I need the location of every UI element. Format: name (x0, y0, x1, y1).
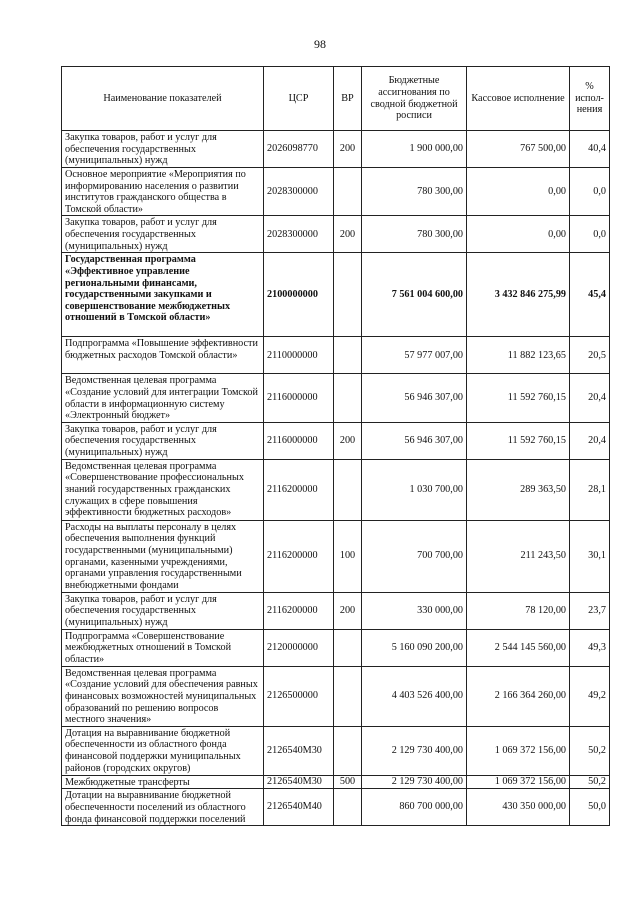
table-row (62, 629, 610, 666)
table-row (62, 337, 610, 374)
row-execution-cell: 0,00 (467, 216, 570, 253)
header-csr: ЦСР (264, 67, 334, 131)
row-name-cell: Закупка товаров, работ и услуг для обеспечения государственных (муниципальных) нужд (62, 131, 264, 168)
row-execution-cell: 3 432 846 275,99 (467, 253, 570, 337)
table-row (62, 131, 610, 168)
row-percent-cell: 50,0 (570, 789, 610, 826)
header-percent: % испол-нения (570, 67, 610, 131)
row-percent-cell: 45,4 (570, 253, 610, 337)
row-vr-cell: 500 (334, 775, 362, 789)
row-execution-cell: 11 592 760,15 (467, 422, 570, 459)
row-allocation-cell: 860 700 000,00 (362, 789, 467, 826)
row-execution-cell: 2 166 364 260,00 (467, 666, 570, 726)
row-name-cell: Межбюджетные трансферты (62, 775, 264, 789)
row-name-cell: Расходы на выплаты персоналу в целях обеспечения выполнения функций государственными (муниципальными) органами, казенными учреждениями, органами управления государственными внебюджетными фондами (62, 520, 264, 592)
row-csr-cell: 2026098770 (264, 131, 334, 168)
row-name-cell: Ведомственная целевая программа «Создание условий для интеграции Томской области в информационную систему «Электронный бюджет» (62, 374, 264, 422)
table-row (62, 168, 610, 216)
row-percent-cell: 23,7 (570, 592, 610, 629)
row-allocation-cell: 7 561 004 600,00 (362, 253, 467, 337)
row-percent-cell: 28,1 (570, 459, 610, 520)
table-row (62, 216, 610, 253)
row-vr-cell: 200 (334, 422, 362, 459)
row-csr-cell: 2110000000 (264, 337, 334, 374)
table-row (62, 520, 610, 592)
row-vr-cell (334, 459, 362, 520)
row-allocation-cell: 5 160 090 200,00 (362, 629, 467, 666)
row-percent-cell: 50,2 (570, 726, 610, 775)
row-name-cell: Закупка товаров, работ и услуг для обеспечения государственных (муниципальных) нужд (62, 216, 264, 253)
row-percent-cell: 0,0 (570, 216, 610, 253)
row-execution-cell: 11 592 760,15 (467, 374, 570, 422)
row-vr-cell (334, 253, 362, 337)
row-name-cell: Основное мероприятие «Мероприятия по информированию населения о развитии институтов гражданского общества в Томской области» (62, 168, 264, 216)
row-execution-cell: 2 544 145 560,00 (467, 629, 570, 666)
row-allocation-cell: 2 129 730 400,00 (362, 726, 467, 775)
row-execution-cell: 430 350 000,00 (467, 789, 570, 826)
row-name-cell: Закупка товаров, работ и услуг для обеспечения государственных (муниципальных) нужд (62, 592, 264, 629)
row-name-cell: Закупка товаров, работ и услуг для обеспечения государственных (муниципальных) нужд (62, 422, 264, 459)
row-execution-cell: 1 069 372 156,00 (467, 775, 570, 789)
row-csr-cell: 2116000000 (264, 374, 334, 422)
row-csr-cell: 2028300000 (264, 216, 334, 253)
row-csr-cell: 2116200000 (264, 520, 334, 592)
row-vr-cell: 200 (334, 216, 362, 253)
table-row (62, 459, 610, 520)
row-execution-cell: 1 069 372 156,00 (467, 726, 570, 775)
row-percent-cell: 40,4 (570, 131, 610, 168)
row-execution-cell: 11 882 123,65 (467, 337, 570, 374)
budget-execution-table (61, 66, 610, 826)
row-csr-cell: 2028300000 (264, 168, 334, 216)
row-vr-cell (334, 666, 362, 726)
table-row (62, 374, 610, 422)
row-name-cell: Ведомственная целевая программа «Создание условий для обеспечения равных финансовых возможностей муниципальных образований по решению вопросов местного значения» (62, 666, 264, 726)
table-row (62, 789, 610, 826)
row-csr-cell: 2126540М30 (264, 726, 334, 775)
table-row (62, 775, 610, 789)
row-vr-cell (334, 629, 362, 666)
row-allocation-cell: 56 946 307,00 (362, 422, 467, 459)
row-csr-cell: 2116000000 (264, 422, 334, 459)
row-percent-cell: 20,4 (570, 422, 610, 459)
row-execution-cell: 289 363,50 (467, 459, 570, 520)
row-percent-cell: 49,3 (570, 629, 610, 666)
table-row (62, 726, 610, 775)
row-execution-cell: 78 120,00 (467, 592, 570, 629)
row-csr-cell: 2100000000 (264, 253, 334, 337)
row-vr-cell (334, 726, 362, 775)
row-execution-cell: 211 243,50 (467, 520, 570, 592)
row-allocation-cell: 780 300,00 (362, 216, 467, 253)
row-percent-cell: 20,4 (570, 374, 610, 422)
row-vr-cell: 200 (334, 592, 362, 629)
table-header-row (62, 67, 610, 131)
row-execution-cell: 0,00 (467, 168, 570, 216)
row-name-cell: Ведомственная целевая программа «Совершенствование профессиональных знаний государственных гражданских служащих в сфере повышения эффективности бюджетных расходов» (62, 459, 264, 520)
header-name: Наименование показателей (62, 67, 264, 131)
page-number: 98 (314, 37, 326, 51)
row-csr-cell: 2126540М30 (264, 775, 334, 789)
table-row (62, 592, 610, 629)
header-vr: ВР (334, 67, 362, 131)
row-vr-cell (334, 337, 362, 374)
row-csr-cell: 2116200000 (264, 592, 334, 629)
row-name-cell: Подпрограмма «Повышение эффективности бюджетных расходов Томской области» (62, 337, 264, 374)
row-percent-cell: 49,2 (570, 666, 610, 726)
row-vr-cell (334, 789, 362, 826)
row-allocation-cell: 4 403 526 400,00 (362, 666, 467, 726)
table-row (62, 666, 610, 726)
row-percent-cell: 20,5 (570, 337, 610, 374)
row-vr-cell: 100 (334, 520, 362, 592)
row-csr-cell: 2126540М40 (264, 789, 334, 826)
header-allocations: Бюджетные ассигнования по сводной бюджетной росписи (362, 67, 467, 131)
row-allocation-cell: 780 300,00 (362, 168, 467, 216)
row-csr-cell: 2116200000 (264, 459, 334, 520)
row-csr-cell: 2126500000 (264, 666, 334, 726)
table-row (62, 422, 610, 459)
table-row (62, 253, 610, 337)
row-name-cell: Дотации на выравнивание бюджетной обеспеченности поселений из областного фонда финансовой поддержки поселений (62, 789, 264, 826)
row-name-cell: Дотация на выравнивание бюджетной обеспеченности из областного фонда финансовой поддержки муниципальных районов (городских округов) (62, 726, 264, 775)
row-percent-cell: 30,1 (570, 520, 610, 592)
row-allocation-cell: 57 977 007,00 (362, 337, 467, 374)
row-name-cell: Подпрограмма «Совершенствование межбюджетных отношений в Томской области» (62, 629, 264, 666)
row-allocation-cell: 700 700,00 (362, 520, 467, 592)
row-csr-cell: 2120000000 (264, 629, 334, 666)
row-vr-cell (334, 168, 362, 216)
row-vr-cell (334, 374, 362, 422)
row-vr-cell: 200 (334, 131, 362, 168)
row-allocation-cell: 1 900 000,00 (362, 131, 467, 168)
row-execution-cell: 767 500,00 (467, 131, 570, 168)
row-percent-cell: 0,0 (570, 168, 610, 216)
row-allocation-cell: 2 129 730 400,00 (362, 775, 467, 789)
row-percent-cell: 50,2 (570, 775, 610, 789)
row-name-cell: Государственная программа «Эффективное управление региональными финансами, государственными закупками и совершенствование межбюджетных отношений в Томской области» (62, 253, 264, 337)
header-execution: Кассовое исполнение (467, 67, 570, 131)
row-allocation-cell: 56 946 307,00 (362, 374, 467, 422)
row-allocation-cell: 1 030 700,00 (362, 459, 467, 520)
row-allocation-cell: 330 000,00 (362, 592, 467, 629)
